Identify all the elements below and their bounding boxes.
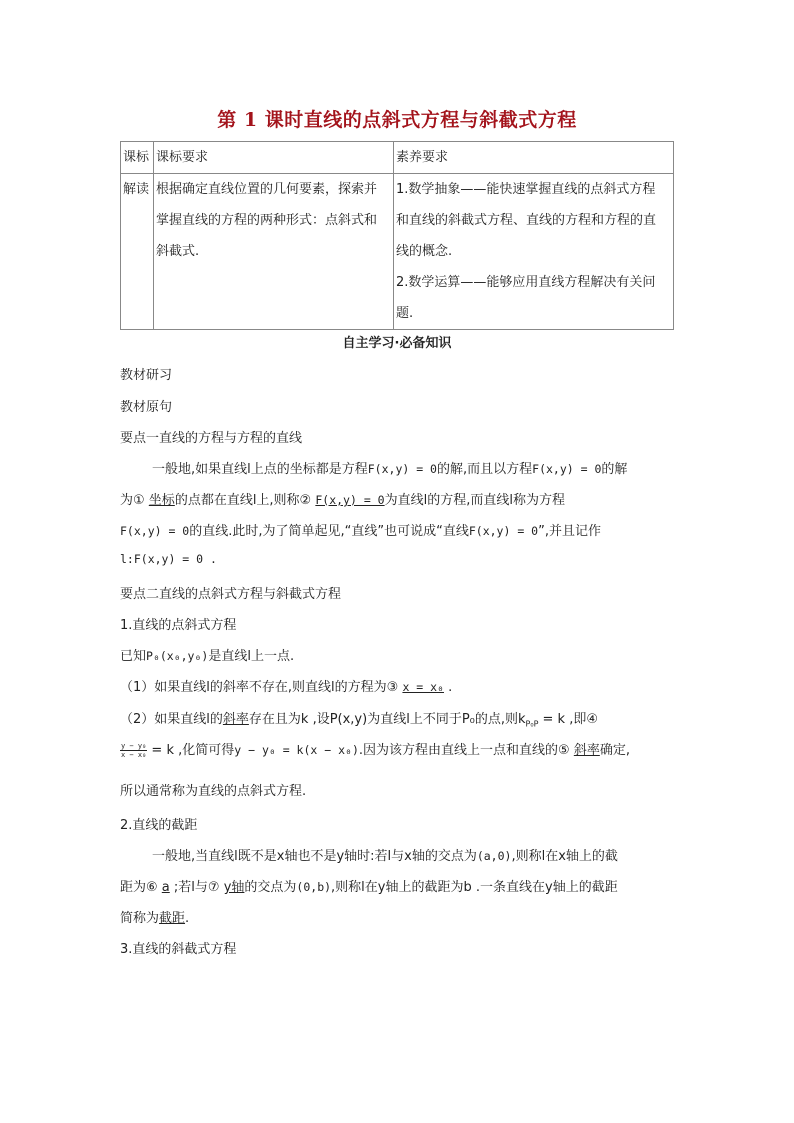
cell-line: 2.数学运算——能够应用直线方程解决有关问: [396, 275, 656, 290]
text: 是直线l上一点.: [208, 649, 295, 664]
text-line: 3.直线的斜截式方程: [120, 942, 237, 957]
table-cell: 素养要求: [394, 142, 674, 174]
math-expression: P₀(x₀,y₀): [146, 649, 209, 663]
paragraph-line: [152, 845, 618, 864]
literacy-requirement-cell: [394, 174, 674, 330]
text: 一般地,当直线l既不是x轴也不是y轴时:若l与x轴的交点为: [152, 849, 477, 864]
text: 的直线.此时,为了简单起见,“直线”也可说成“直线: [189, 524, 469, 539]
paragraph-line: [120, 520, 601, 539]
paragraph-line: [120, 676, 452, 695]
paragraph-line: [120, 907, 189, 926]
math-expression: l:F(x,y) = 0 .: [120, 552, 217, 566]
underlined-term: 斜率: [222, 712, 249, 727]
blank-answer: a: [161, 880, 170, 895]
text: （2）如果直线l的: [120, 712, 223, 727]
paragraph-line: [120, 645, 294, 664]
section-heading: 自主学习·必备知识: [342, 336, 452, 351]
text: .因为该方程由直线上一点和直线的⑤: [358, 743, 570, 758]
text: 为直线l的方程,而直线l称为方程: [384, 493, 565, 508]
text-line: 教材原句: [120, 400, 173, 415]
cell-line: 题.: [396, 306, 414, 321]
table-cell: 课标要求: [154, 142, 394, 174]
underlined-term: 截距: [159, 911, 186, 926]
text-line: 要点二直线的点斜式方程与斜截式方程: [120, 587, 342, 602]
text: .: [448, 680, 453, 695]
text: ,则称l在x轴上的截: [511, 849, 618, 864]
text: 一般地,如果直线l上点的坐标都是方程: [152, 462, 368, 477]
text-line: 1.直线的点斜式方程: [120, 618, 237, 633]
text: 存在且为k ,设P(x,y)为直线l上不同于P₀的点,则k: [248, 712, 526, 727]
fraction: [120, 742, 147, 759]
math-expression: F(x,y) = 0: [120, 524, 190, 538]
text: ”,并且记作: [538, 524, 601, 539]
paragraph-line: [120, 876, 618, 895]
paragraph-line: [120, 708, 598, 729]
table-row: [121, 174, 674, 330]
subscript: P₀P: [525, 719, 539, 729]
cell-line: 根据确定直线位置的几何要素，探索并: [156, 182, 378, 197]
blank-answer: 斜率: [573, 743, 600, 758]
cell-line: 1.数学抽象——能快速掌握直线的点斜式方程: [396, 182, 656, 197]
text: 的解,而且以方程: [437, 462, 533, 477]
math-expression: F(x,y) = 0: [532, 462, 602, 476]
text: .: [185, 911, 190, 926]
text: 的点都在直线l上,则称②: [174, 493, 312, 508]
math-expression: (0,b): [296, 880, 332, 894]
text: 的解: [601, 462, 628, 477]
paragraph-line: [120, 739, 630, 759]
text-line: 2.直线的截距: [120, 818, 198, 833]
cell-line: 斜截式.: [156, 244, 200, 259]
curriculum-requirement-cell: [154, 174, 394, 330]
text-line: 要点一直线的方程与方程的直线: [120, 431, 303, 446]
objectives-table: [120, 141, 674, 330]
text: 的交点为: [244, 880, 297, 895]
table-header-row: [121, 142, 674, 174]
table-cell: 解读: [121, 174, 154, 330]
cell-line: 掌握直线的方程的两种形式：点斜式和: [156, 213, 378, 228]
text: 距为⑥: [120, 880, 158, 895]
paragraph-line: [120, 489, 565, 508]
cell-line: 线的概念.: [396, 244, 453, 259]
fraction-denominator: x − x₀: [121, 751, 147, 759]
text: = k ,即④: [538, 712, 598, 727]
text: ;若l与⑦: [173, 880, 220, 895]
math-expression: F(x,y) = 0: [468, 524, 539, 538]
text-line: 所以通常称为直线的点斜式方程.: [120, 784, 307, 799]
fraction-numerator: y − y₀: [121, 742, 147, 750]
blank-answer: 坐标: [148, 493, 175, 508]
paragraph-line: [152, 458, 627, 477]
blank-answer: F(x,y) = 0: [315, 493, 385, 507]
text: ,则称l在y轴上的截距为b .一条直线在y轴上的截距: [331, 880, 618, 895]
text: 简称为: [120, 911, 160, 926]
text: 为①: [120, 493, 145, 508]
text: = k ,化简可得: [147, 743, 235, 758]
text: 已知: [120, 649, 147, 664]
math-expression: F(x,y) = 0: [367, 462, 437, 476]
cell-line: 和直线的斜截式方程、直线的方程和方程的直: [396, 213, 657, 228]
blank-answer: x = x₀: [402, 680, 444, 694]
math-expression: (a,0): [476, 849, 512, 863]
table-cell: 课标: [121, 142, 154, 174]
text: 确定,: [599, 743, 630, 758]
text-line: 教材研习: [120, 368, 173, 383]
page-title: 第 1 课时直线的点斜式方程与斜截式方程: [217, 109, 577, 131]
text: （1）如果直线l的斜率不存在,则直线l的方程为③: [120, 680, 399, 695]
blank-answer: y轴: [223, 880, 245, 895]
math-expression: y − y₀ = k(x − x₀): [234, 743, 359, 757]
